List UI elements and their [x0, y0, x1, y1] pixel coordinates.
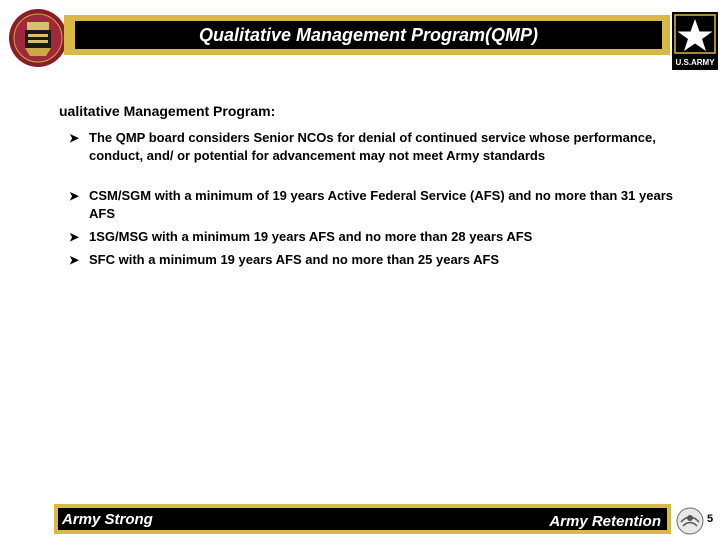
- list-item: [59, 129, 679, 165]
- header-inner: [75, 21, 662, 49]
- page-number: 5: [707, 513, 714, 525]
- unit-crest-icon: [8, 8, 68, 68]
- page-title: Qualitative Management Program(QMP): [198, 24, 539, 45]
- arrow-bullet-icon: ➤: [69, 253, 80, 267]
- footer-right-label: Army Retention: [549, 513, 661, 530]
- list-item-text: 1SG/MSG with a minimum 19 years AFS and no more than 28 years AFS: [89, 229, 533, 244]
- list-item: [59, 228, 679, 246]
- list-item-text: The QMP board considers Senior NCOs for denial of continued service whose performance, conduct, and/ or potential for advancement may not meet Army standards: [89, 130, 656, 163]
- arrow-bullet-icon: ➤: [69, 230, 80, 244]
- retention-emblem-icon: [675, 506, 705, 536]
- army-star-icon: [672, 12, 718, 70]
- list-item: [59, 251, 679, 269]
- army-logo-label: U.S.ARMY: [675, 58, 715, 67]
- footer-inner: [58, 508, 667, 530]
- arrow-bullet-icon: ➤: [69, 189, 80, 203]
- header-bar: [64, 15, 670, 55]
- content-area: [59, 103, 679, 269]
- content-heading: ualitative Management Program:: [59, 103, 276, 119]
- list-item-text: SFC with a minimum 19 years AFS and no more than 25 years AFS: [89, 252, 500, 267]
- arrow-bullet-icon: ➤: [69, 131, 80, 145]
- list-item-text: CSM/SGM with a minimum of 19 years Active Federal Service (AFS) and no more than 31 years AFS: [89, 188, 673, 221]
- list-item: [59, 187, 679, 223]
- footer-left-label: Army Strong: [62, 511, 153, 528]
- footer-bar: [54, 504, 671, 534]
